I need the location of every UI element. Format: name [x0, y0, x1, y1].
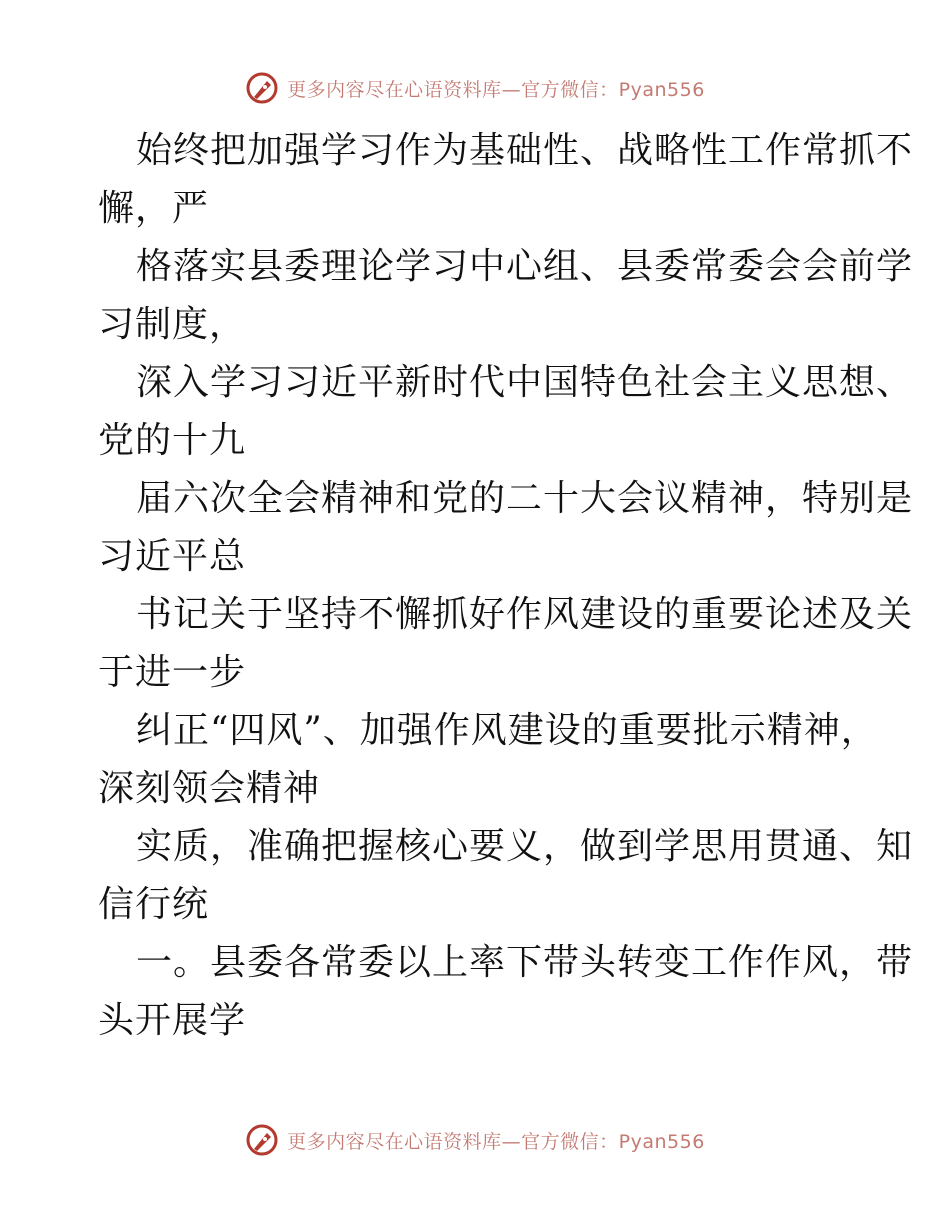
paragraph-wrap-line: 习制度， — [98, 304, 247, 345]
footer-watermark — [0, 1120, 950, 1160]
paragraph-first-line: 始终把加强学习作为基础性、战略性工作常抓不 — [136, 130, 914, 171]
paragraph-wrap-line: 习近平总 — [98, 536, 247, 577]
header-watermark — [0, 68, 950, 108]
paragraph-wrap-line: 深刻领会精神 — [98, 768, 321, 809]
paragraph-wrap-line: 信行统 — [98, 884, 210, 925]
paragraph-wrap-line: 党的十九 — [98, 420, 247, 461]
paragraph-1 — [98, 122, 914, 238]
document-body — [98, 122, 914, 1050]
paragraph-first-line: 实质，准确把握核心要义，做到学思用贯通、知 — [136, 826, 914, 867]
paragraph-first-line: 深入学习习近平新时代中国特色社会主义思想、 — [136, 362, 914, 403]
paragraph-2 — [98, 238, 914, 354]
paragraph-wrap-line: 懈，严 — [98, 188, 210, 229]
paragraph-first-line: 一。县委各常委以上率下带头转变工作作风，带 — [136, 942, 914, 983]
paragraph-8 — [98, 934, 914, 1050]
paragraph-first-line: 格落实县委理论学习中心组、县委常委会会前学 — [136, 246, 914, 287]
paragraph-5 — [98, 586, 914, 702]
paragraph-7 — [98, 818, 914, 934]
paragraph-first-line: 届六次全会精神和党的二十大会议精神，特别是 — [136, 478, 914, 519]
paragraph-wrap-line: 头开展学 — [98, 1000, 247, 1041]
paragraph-first-line: 纠正“四风”、加强作风建设的重要批示精神， — [136, 710, 878, 751]
paragraph-4 — [98, 470, 914, 586]
watermark-text: 更多内容尽在心语资料库—官方微信：Pyan556 — [287, 78, 705, 101]
watermark-text: 更多内容尽在心语资料库—官方微信：Pyan556 — [287, 1130, 705, 1153]
pen-nib-circle-icon — [245, 1123, 279, 1157]
paragraph-3 — [98, 354, 914, 470]
paragraph-6 — [98, 702, 878, 818]
paragraph-wrap-line: 于进一步 — [98, 652, 247, 693]
pen-nib-circle-icon — [245, 71, 279, 105]
paragraph-first-line: 书记关于坚持不懈抓好作风建设的重要论述及关 — [136, 594, 914, 635]
